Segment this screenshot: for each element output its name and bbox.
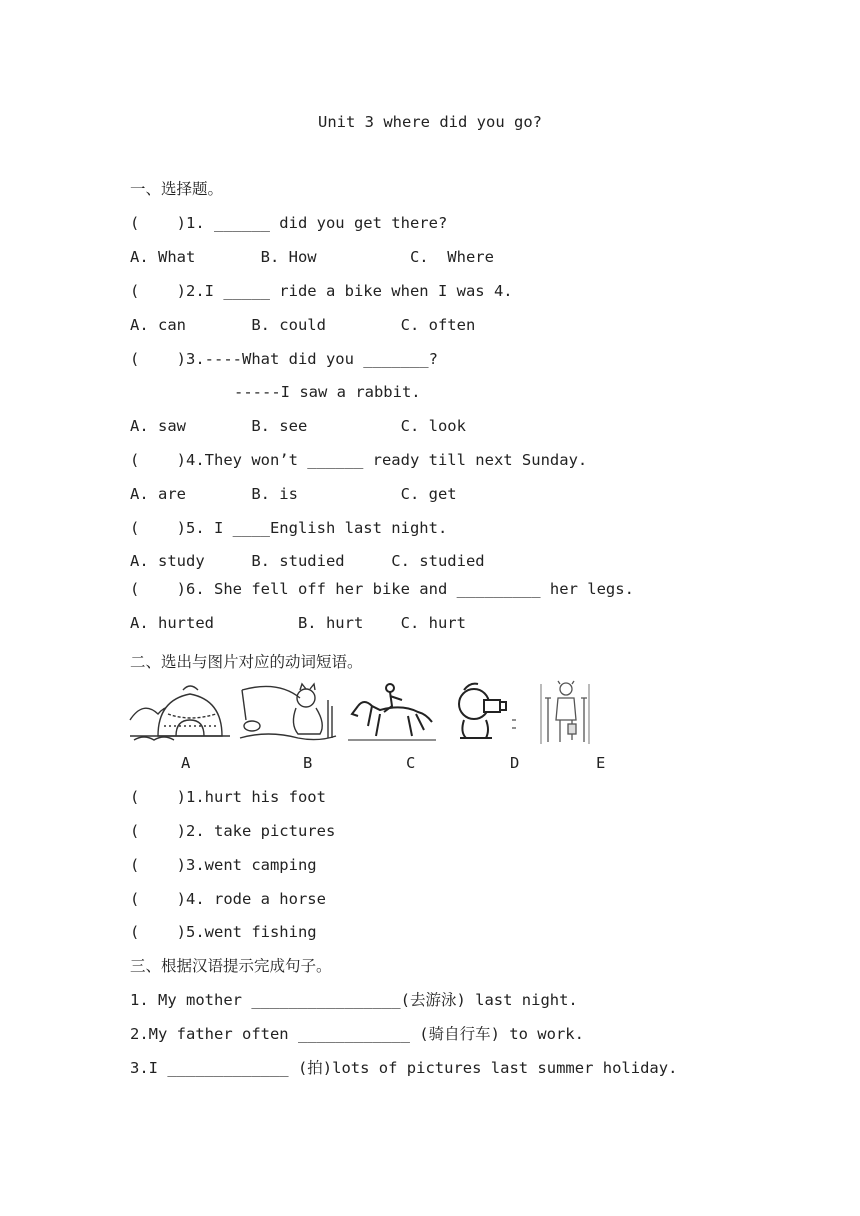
q4-stem: ( )4.They won’t ______ ready till next Sunday. <box>130 451 588 469</box>
match-item-2: ( )2. take pictures <box>130 822 336 840</box>
q4-options: A. are B. is C. get <box>130 485 457 503</box>
taking-pictures-picture <box>454 680 520 744</box>
fishing-cat-picture <box>238 680 338 744</box>
match-item-5: ( )5.went fishing <box>130 923 317 941</box>
q3-stem: ( )3.----What did you _______? <box>130 350 438 368</box>
section2-heading: 二、选出与图片对应的动词短语。 <box>130 653 363 671</box>
q6-options: A. hurted B. hurt C. hurt <box>130 614 466 632</box>
match-item-1: ( )1.hurt his foot <box>130 788 326 806</box>
camping-tent-picture <box>128 680 230 744</box>
match-item-4: ( )4. rode a horse <box>130 890 326 908</box>
section1-heading: 一、选择题。 <box>130 180 224 198</box>
picture-label-c: C <box>406 754 416 772</box>
picture-label-e: E <box>596 754 606 772</box>
section3-heading: 三、根据汉语提示完成句子。 <box>130 957 332 975</box>
picture-label-b: B <box>303 754 313 772</box>
q1-stem: ( )1. ______ did you get there? <box>130 214 448 232</box>
match-item-3: ( )3.went camping <box>130 856 317 874</box>
q2-options: A. can B. could C. often <box>130 316 476 334</box>
q2-stem: ( )2.I _____ ride a bike when I was 4. <box>130 282 513 300</box>
q5-options: A. study B. studied C. studied <box>130 552 485 570</box>
horse-riding-picture <box>346 680 438 744</box>
q5-stem: ( )5. I ____English last night. <box>130 519 448 537</box>
hurt-foot-picture <box>540 680 590 744</box>
q3-stem-line2: -----I saw a rabbit. <box>234 383 421 401</box>
picture-label-d: D <box>510 754 520 772</box>
q1-options: A. What B. How C. Where <box>130 248 494 266</box>
picture-label-a: A <box>181 754 191 772</box>
sentence-2: 2.My father often ____________ (骑自行车) to work. <box>130 1025 584 1043</box>
sentence-3: 3.I _____________ (拍)lots of pictures last summer holiday. <box>130 1059 678 1077</box>
page-title: Unit 3 where did you go? <box>318 113 542 131</box>
sentence-1: 1. My mother ________________(去游泳) last night. <box>130 991 578 1009</box>
q6-stem: ( )6. She fell off her bike and _________ her legs. <box>130 580 634 598</box>
q3-options: A. saw B. see C. look <box>130 417 466 435</box>
